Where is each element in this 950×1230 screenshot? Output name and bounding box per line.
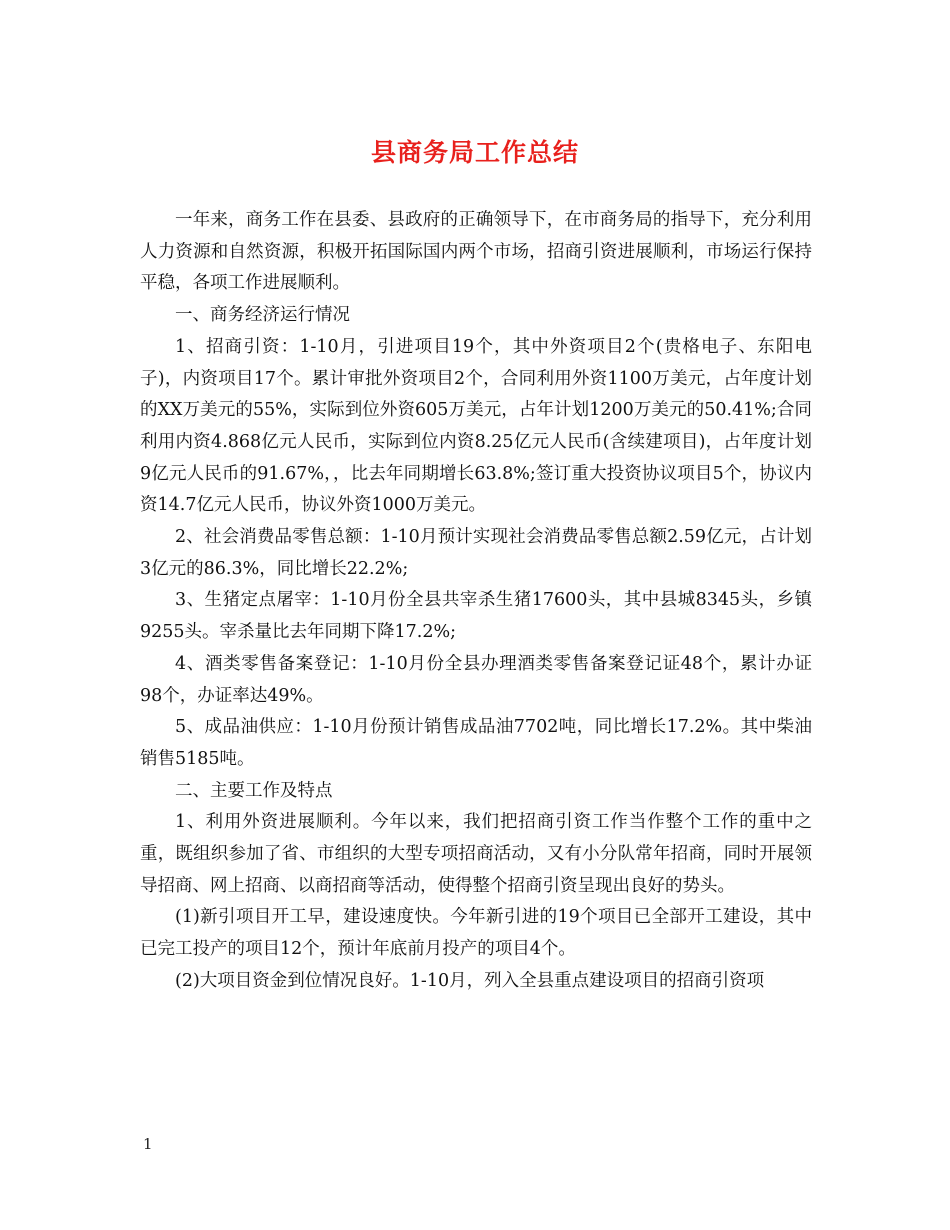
paragraph: 1、利用外资进展顺利。今年以来，我们把招商引资工作当作整个工作的重中之重，既组织参加了省、市组织的大型专项招商活动，又有小分队常年招商，同时开展领导招商、网上招商、以商招商等活动，使得整个招商引资呈现出良好的势头。	[140, 812, 812, 896]
section-heading: 一、商务经济运行情况	[175, 305, 350, 326]
document-body	[140, 205, 812, 998]
paragraph: 3、生猪定点屠宰：1-10月份全县共宰杀生猪17600头，其中县城8345头，乡镇9255头。宰杀量比去年同期下降17.2%;	[140, 590, 812, 643]
paragraph: (1)新引项目开工早，建设速度快。今年新引进的19个项目已全部开工建设，其中已完工投产的项目12个，预计年底前月投产的项目4个。	[140, 907, 812, 960]
paragraph: 一年来，商务工作在县委、县政府的正确领导下，在市商务局的指导下，充分利用人力资源和自然资源，积极开拓国际国内两个市场，招商引资进展顺利，市场运行保持平稳，各项工作进展顺利。	[140, 210, 812, 294]
document-title: 县商务局工作总结	[370, 138, 579, 167]
paragraph: 4、酒类零售备案登记：1-10月份全县办理酒类零售备案登记证48个，累计办证98个，办证率达49%。	[140, 653, 812, 706]
paragraph: 5、成品油供应：1-10月份预计销售成品油7702吨，同比增长17.2%。其中柴油销售5185吨。	[140, 717, 812, 769]
section-heading: 二、主要工作及特点	[175, 780, 333, 801]
page-number: 1	[143, 1135, 153, 1153]
paragraph: 1、招商引资：1-10月，引进项目19个，其中外资项目2个(贵格电子、东阳电子)，内资项目17个。累计审批外资项目2个，合同利用外资1100万美元，占年度计划的XX万美元的55%，实际到位外资605万美元，占年计划1200万美元的50.41%;合同利用内资4.868亿元人民币，实际到位内资8.25亿元人民币(含续建项目)，占年度计划9亿元人民币的91.67%，，比去年同期增长63.8%;签订重大投资协议项目5个，协议内资14.7亿元人民币，协议外资1000万美元。	[140, 336, 812, 516]
paragraph: 2、社会消费品零售总额：1-10月预计实现社会消费品零售总额2.59亿元，占计划3亿元的86.3%，同比增长22.2%;	[140, 527, 812, 579]
paragraph: (2)大项目资金到位情况良好。1-10月，列入全县重点建设项目的招商引资项	[175, 970, 765, 991]
